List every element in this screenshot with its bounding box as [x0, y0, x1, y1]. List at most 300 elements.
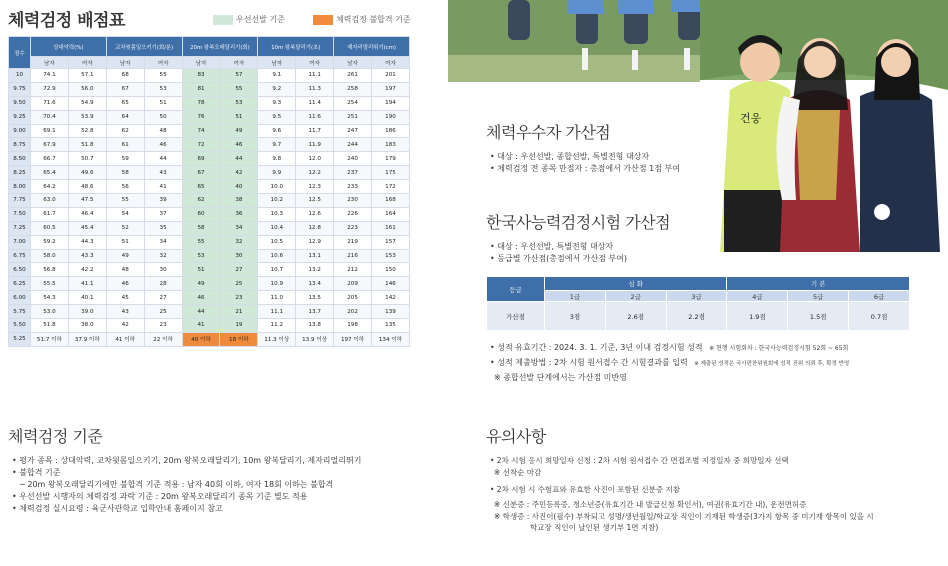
grade-cell: 7.50 — [9, 207, 31, 221]
legend-orange-label: 체력검정 불합격 기준 — [336, 15, 411, 24]
grade-cell: 8.50 — [9, 152, 31, 166]
score-cell: 194 — [372, 96, 410, 110]
grade-cell: 7.75 — [9, 194, 31, 208]
level-cell: 4급 — [727, 291, 788, 302]
caution-item: • 2차 시험 시 수험표와 유효한 사진이 포함된 신분증 지참 — [490, 485, 681, 495]
score-cell: 12.9 — [296, 235, 334, 249]
score-cell: 190 — [372, 110, 410, 124]
score-cell: 50 — [144, 110, 182, 124]
score-cell: 240 — [334, 152, 372, 166]
score-cell: 34 — [144, 235, 182, 249]
score-cell: 52 — [106, 221, 144, 235]
points-cell: 0.7점 — [849, 302, 910, 331]
score-cell: 67.9 — [31, 138, 69, 152]
score-cell: 142 — [372, 291, 410, 305]
score-cell: 56.8 — [31, 263, 69, 277]
history-bonus-item: • 등급별 가산점(총점에서 가산점 부여) — [490, 254, 628, 263]
score-cell: 10.4 — [258, 221, 296, 235]
score-cell: 51.8 — [68, 138, 106, 152]
score-cell: 10.9 — [258, 277, 296, 291]
score-cell: 66.7 — [31, 152, 69, 166]
score-cell: 57 — [220, 69, 258, 83]
score-cell: 71.6 — [31, 96, 69, 110]
points-cell: 1.9점 — [727, 302, 788, 331]
score-cell: 10.0 — [258, 180, 296, 194]
score-cell: 11.9 — [296, 138, 334, 152]
table-row — [9, 263, 410, 277]
grade-cell: 9.75 — [9, 82, 31, 96]
history-notes — [490, 340, 849, 386]
table-row — [9, 235, 410, 249]
grade-cell: 6.25 — [9, 277, 31, 291]
score-cell: 65 — [106, 96, 144, 110]
score-cell: 209 — [334, 277, 372, 291]
score-cell: 46 — [106, 277, 144, 291]
score-cell: 48 — [144, 124, 182, 138]
criteria-list — [12, 455, 361, 515]
score-cell: 9.3 — [258, 96, 296, 110]
score-cell: 258 — [334, 82, 372, 96]
score-cell: 49 — [106, 249, 144, 263]
score-cell: 10.5 — [258, 235, 296, 249]
gender-female: 여자 — [220, 57, 258, 69]
score-cell: 153 — [372, 249, 410, 263]
score-cell: 68 — [106, 69, 144, 83]
score-cell: 36 — [220, 207, 258, 221]
table-row — [9, 110, 410, 124]
fitness-bonus-item: • 대상 : 우선선발, 종합선발, 특별전형 대상자 — [490, 152, 650, 161]
score-cell: 30 — [144, 263, 182, 277]
score-cell: 55.5 — [31, 277, 69, 291]
score-cell: 37 — [144, 207, 182, 221]
score-cell: 61 — [106, 138, 144, 152]
score-cell: 51.7 이하 — [31, 332, 69, 346]
points-cell: 2.6점 — [605, 302, 666, 331]
score-cell: 10.7 — [258, 263, 296, 277]
score-cell: 51 — [106, 235, 144, 249]
score-cell: 61.7 — [31, 207, 69, 221]
score-cell: 74 — [182, 124, 220, 138]
score-cell: 81 — [182, 82, 220, 96]
score-cell: 13.5 — [296, 291, 334, 305]
score-cell: 49 — [220, 124, 258, 138]
table-row — [9, 221, 410, 235]
score-cell: 9.7 — [258, 138, 296, 152]
score-cell: 27 — [220, 263, 258, 277]
score-cell: 54 — [106, 207, 144, 221]
fitness-bonus-list — [490, 151, 680, 175]
level-cell: 3급 — [666, 291, 727, 302]
criteria-item: ─ 20m 왕복오래달리기에만 불합격 기준 적용 : 남자 40회 이하, 여자 18회 이하는 불합격 — [20, 480, 334, 489]
score-cell: 44 — [220, 152, 258, 166]
score-cell: 32 — [220, 235, 258, 249]
score-cell: 9.8 — [258, 152, 296, 166]
score-cell: 25 — [144, 305, 182, 319]
score-cell: 237 — [334, 166, 372, 180]
score-cell: 183 — [372, 138, 410, 152]
score-cell: 65 — [182, 180, 220, 194]
event-header: 10m 왕복달리기(초) — [258, 37, 334, 57]
score-cell: 55 — [220, 82, 258, 96]
table-row — [9, 319, 410, 333]
score-cell: 23 — [220, 291, 258, 305]
score-cell: 10.2 — [258, 194, 296, 208]
score-cell: 12.5 — [296, 194, 334, 208]
grade-cell: 7.00 — [9, 235, 31, 249]
score-cell: 251 — [334, 110, 372, 124]
points-cell: 2.2점 — [666, 302, 727, 331]
score-cell: 51.8 — [31, 319, 69, 333]
score-cell: 9.5 — [258, 110, 296, 124]
score-cell: 57.1 — [68, 69, 106, 83]
score-cell: 9.6 — [258, 124, 296, 138]
score-cell: 43 — [106, 305, 144, 319]
score-cell: 83 — [182, 69, 220, 83]
score-cell: 72.9 — [31, 82, 69, 96]
score-cell: 198 — [334, 319, 372, 333]
score-cell: 13.2 — [296, 263, 334, 277]
table-row — [9, 249, 410, 263]
caution-item: • 2차 시험 응시 희망일자 신청 : 2차 시험 원서접수 간 면접조별 지정일자 중 희망일자 선택 — [490, 456, 789, 465]
score-cell: 50.7 — [68, 152, 106, 166]
score-cell: 247 — [334, 124, 372, 138]
score-cell: 13.7 — [296, 305, 334, 319]
score-cell: 46 — [220, 138, 258, 152]
score-cell: 47.5 — [68, 194, 106, 208]
score-cell: 37.9 이하 — [68, 332, 106, 346]
score-table — [8, 36, 410, 347]
grade-label: 등급 — [487, 277, 545, 302]
score-cell: 12.3 — [296, 180, 334, 194]
score-cell: 233 — [334, 180, 372, 194]
gender-female: 여자 — [68, 57, 106, 69]
grade-cell: 9.00 — [9, 124, 31, 138]
score-cell: 60.5 — [31, 221, 69, 235]
score-cell: 28 — [144, 277, 182, 291]
legend-green-swatch — [213, 15, 233, 25]
score-cell: 49.6 — [68, 166, 106, 180]
gender-male: 남자 — [106, 57, 144, 69]
score-cell: 74.1 — [31, 69, 69, 83]
score-cell: 67 — [106, 82, 144, 96]
score-cell: 202 — [334, 305, 372, 319]
grade-cell: 6.75 — [9, 249, 31, 263]
caution-list — [490, 455, 874, 534]
score-cell: 150 — [372, 263, 410, 277]
score-cell: 63.0 — [31, 194, 69, 208]
score-cell: 48.6 — [68, 180, 106, 194]
score-cell: 48 — [106, 263, 144, 277]
grade-cell: 5.50 — [9, 319, 31, 333]
score-cell: 58.0 — [31, 249, 69, 263]
score-cell: 56.0 — [68, 82, 106, 96]
caution-item: 학교장 직인이 날인된 생기부 1면 지참) — [530, 523, 659, 533]
score-cell: 41 — [144, 180, 182, 194]
criteria-item: • 체력검정 실시요령 : 육군사관학교 입학안내 홈페이지 참고 — [12, 504, 223, 513]
score-cell: 39 — [144, 194, 182, 208]
score-cell: 244 — [334, 138, 372, 152]
score-cell: 69.1 — [31, 124, 69, 138]
grade-cell: 8.75 — [9, 138, 31, 152]
score-cell: 42 — [220, 166, 258, 180]
score-cell: 9.2 — [258, 82, 296, 96]
grade-cell: 6.00 — [9, 291, 31, 305]
score-cell: 168 — [372, 194, 410, 208]
group-advanced: 심 화 — [545, 277, 727, 291]
table-row — [9, 332, 410, 346]
level-cell: 6급 — [849, 291, 910, 302]
table-row — [9, 305, 410, 319]
score-cell: 219 — [334, 235, 372, 249]
score-cell: 134 이하 — [372, 332, 410, 346]
score-cell: 78 — [182, 96, 220, 110]
score-cell: 9.1 — [258, 69, 296, 83]
score-cell: 56 — [106, 180, 144, 194]
score-cell: 11.2 — [258, 319, 296, 333]
history-note-row — [490, 355, 849, 370]
score-cell: 76 — [182, 110, 220, 124]
score-cell: 40.1 — [68, 291, 106, 305]
score-cell: 11.3 — [296, 82, 334, 96]
grade-cell: 5.75 — [9, 305, 31, 319]
score-cell: 175 — [372, 166, 410, 180]
history-note: • 성적 제출방법 : 2차 시험 원서접수 간 시험결과를 입력 — [490, 358, 688, 368]
score-cell: 13.9 이상 — [296, 332, 334, 346]
criteria-item: • 우선선발 시행자의 체력검정 과락 기준 : 20m 왕복오래달리기 종목 기준 별도 적용 — [12, 492, 308, 501]
score-cell: 72 — [182, 138, 220, 152]
score-cell: 11.3 이상 — [258, 332, 296, 346]
score-cell: 55 — [144, 69, 182, 83]
table-row — [9, 152, 410, 166]
criteria-item: • 불합격 기준 — [12, 468, 61, 477]
score-table-body — [9, 69, 410, 347]
score-cell: 53 — [182, 249, 220, 263]
event-header: 제자리멀리뛰기(cm) — [334, 37, 410, 57]
score-cell: 51 — [144, 96, 182, 110]
score-cell: 41.1 — [68, 277, 106, 291]
table-row — [9, 277, 410, 291]
score-cell: 51 — [220, 110, 258, 124]
grade-cell: 7.25 — [9, 221, 31, 235]
score-cell: 46 — [144, 138, 182, 152]
table-row — [9, 69, 410, 83]
score-cell: 11.0 — [258, 291, 296, 305]
score-cell: 43.3 — [68, 249, 106, 263]
grade-cell: 5.25 — [9, 332, 31, 346]
score-cell: 12.0 — [296, 152, 334, 166]
grade-cell: 8.00 — [9, 180, 31, 194]
score-cell: 216 — [334, 249, 372, 263]
grade-cell: 8.25 — [9, 166, 31, 180]
score-cell: 21 — [220, 305, 258, 319]
table-row — [9, 291, 410, 305]
score-cell: 70.4 — [31, 110, 69, 124]
score-cell: 59.2 — [31, 235, 69, 249]
score-cell: 12.6 — [296, 207, 334, 221]
score-cell: 64.2 — [31, 180, 69, 194]
table-row — [9, 180, 410, 194]
gender-female: 여자 — [144, 57, 182, 69]
level-cell: 2급 — [605, 291, 666, 302]
score-cell: 18 이하 — [220, 332, 258, 346]
score-cell: 226 — [334, 207, 372, 221]
score-cell: 11.6 — [296, 110, 334, 124]
score-cell: 10.3 — [258, 207, 296, 221]
caution-item: ※ 학생증 : 사진이(필수) 부착되고 성명/생년월일/학교장 직인이 기재된 학생증(3가지 항목 중 미기재 항목이 있을 시 — [494, 511, 874, 521]
score-cell: 157 — [372, 235, 410, 249]
score-cell: 67 — [182, 166, 220, 180]
score-cell: 39.0 — [68, 305, 106, 319]
points-cell: 3점 — [545, 302, 606, 331]
score-cell: 45 — [106, 291, 144, 305]
score-cell: 69 — [182, 152, 220, 166]
score-cell: 53.0 — [31, 305, 69, 319]
table-row — [9, 96, 410, 110]
score-cell: 172 — [372, 180, 410, 194]
score-cell: 205 — [334, 291, 372, 305]
fitness-bonus-item: • 체력검정 전 종목 만점자 : 총점에서 가산점 1점 부여 — [490, 164, 680, 173]
legend-orange-swatch — [313, 15, 333, 25]
history-bonus-title: 한국사능력검정시험 가산점 — [486, 213, 671, 232]
gender-female: 여자 — [296, 57, 334, 69]
score-cell: 53 — [144, 82, 182, 96]
gender-female: 여자 — [372, 57, 410, 69]
caution-item: ※ 신분증 : 주민등록증, 청소년증(유효기간 내 발급신청 확인서), 여권(유효기간 내), 운전면허증 — [494, 499, 807, 509]
history-subnote: ※ 제출된 성적은 국사편찬위원회에 성적 진위 의뢰 후, 확정 반영 — [694, 361, 850, 368]
table-row — [9, 166, 410, 180]
score-table-title: 체력검정 배점표 — [8, 11, 125, 31]
score-cell: 11.1 — [296, 69, 334, 83]
score-cell: 40 이하 — [182, 332, 220, 346]
fitness-bonus-title: 체력우수자 가산점 — [486, 123, 611, 142]
score-cell: 22 이하 — [144, 332, 182, 346]
score-cell: 13.8 — [296, 319, 334, 333]
caution-item: ※ 선착순 마감 — [494, 467, 542, 477]
score-cell: 52.8 — [68, 124, 106, 138]
score-cell: 53.9 — [68, 110, 106, 124]
score-cell: 34 — [220, 221, 258, 235]
history-note: • 성적 유효기간 : 2024. 3. 1. 기준, 3년 이내 검정시험 성적 — [490, 343, 703, 352]
gender-male: 남자 — [258, 57, 296, 69]
score-cell: 161 — [372, 221, 410, 235]
table-row — [9, 194, 410, 208]
event-header: 상대악력(%) — [31, 37, 107, 57]
score-cell: 62 — [182, 194, 220, 208]
table-row — [9, 82, 410, 96]
score-cell: 254 — [334, 96, 372, 110]
gender-male: 남자 — [31, 57, 69, 69]
score-cell: 212 — [334, 263, 372, 277]
score-cell: 197 이하 — [334, 332, 372, 346]
score-cell: 261 — [334, 69, 372, 83]
table-row — [9, 138, 410, 152]
score-cell: 186 — [372, 124, 410, 138]
score-cell: 40 — [220, 180, 258, 194]
score-cell: 41 — [182, 319, 220, 333]
history-bonus-list — [490, 241, 627, 265]
score-cell: 54.9 — [68, 96, 106, 110]
vest-text: 건웅 — [740, 112, 762, 125]
level-cell: 5급 — [788, 291, 849, 302]
score-cell: 43 — [144, 166, 182, 180]
grade-cell: 6.50 — [9, 263, 31, 277]
score-cell: 45.4 — [68, 221, 106, 235]
score-cell: 44 — [144, 152, 182, 166]
score-cell: 55 — [182, 235, 220, 249]
history-note: ※ 종합선발 단계에서는 가산점 미반영 — [494, 373, 627, 383]
caution-title: 유의사항 — [486, 427, 546, 446]
criteria-item: • 평가 종목 : 상대악력, 교차윗몸일으키기, 20m 왕복오래달리기, 10m 왕복달리기, 제자리멀리뛰기 — [12, 456, 362, 465]
grade-cell: 9.25 — [9, 110, 31, 124]
score-cell: 38 — [220, 194, 258, 208]
group-basic: 기 본 — [727, 277, 910, 291]
event-header: 교차윗몸일으키기(회/분) — [106, 37, 182, 57]
gender-male: 남자 — [334, 57, 372, 69]
points-cell: 1.5점 — [788, 302, 849, 331]
score-cell: 42 — [106, 319, 144, 333]
score-cell: 146 — [372, 277, 410, 291]
score-cell: 65.4 — [31, 166, 69, 180]
score-cell: 164 — [372, 207, 410, 221]
table-row — [9, 124, 410, 138]
history-note-row — [490, 340, 849, 355]
gender-male: 남자 — [182, 57, 220, 69]
score-cell: 11.1 — [258, 305, 296, 319]
score-cell: 179 — [372, 152, 410, 166]
points-label: 가산점 — [487, 302, 545, 331]
legend-fail — [313, 14, 411, 25]
legend-priority — [213, 14, 285, 25]
grade-cell: 9.50 — [9, 96, 31, 110]
score-cell: 59 — [106, 152, 144, 166]
score-cell: 139 — [372, 305, 410, 319]
score-cell: 49 — [182, 277, 220, 291]
score-cell: 58 — [106, 166, 144, 180]
score-cell: 9.9 — [258, 166, 296, 180]
history-subnote: ※ 현행 시험회차 : 한국사능력검정시험 52회 ~ 65회 — [709, 345, 849, 352]
history-bonus-table — [486, 276, 910, 331]
grade-header: 점수 — [9, 37, 31, 69]
score-cell: 38.0 — [68, 319, 106, 333]
score-cell: 41 이하 — [106, 332, 144, 346]
score-cell: 60 — [182, 207, 220, 221]
score-cell: 58 — [182, 221, 220, 235]
score-cell: 23 — [144, 319, 182, 333]
score-cell: 62 — [106, 124, 144, 138]
cadets-portrait-photo — [700, 0, 948, 252]
score-cell: 44.3 — [68, 235, 106, 249]
score-cell: 46 — [182, 291, 220, 305]
score-cell: 11.7 — [296, 124, 334, 138]
score-cell: 13.4 — [296, 277, 334, 291]
score-cell: 201 — [372, 69, 410, 83]
score-cell: 51 — [182, 263, 220, 277]
score-cell: 12.8 — [296, 221, 334, 235]
score-cell: 19 — [220, 319, 258, 333]
score-cell: 135 — [372, 319, 410, 333]
score-cell: 12.2 — [296, 166, 334, 180]
score-cell: 32 — [144, 249, 182, 263]
score-cell: 27 — [144, 291, 182, 305]
score-cell: 53 — [220, 96, 258, 110]
score-cell: 44 — [182, 305, 220, 319]
score-cell: 55 — [106, 194, 144, 208]
score-cell: 10.6 — [258, 249, 296, 263]
history-bonus-item: • 대상 : 우선선발, 특별전형 대상자 — [490, 242, 614, 251]
score-cell: 54.3 — [31, 291, 69, 305]
score-cell: 25 — [220, 277, 258, 291]
score-cell: 30 — [220, 249, 258, 263]
